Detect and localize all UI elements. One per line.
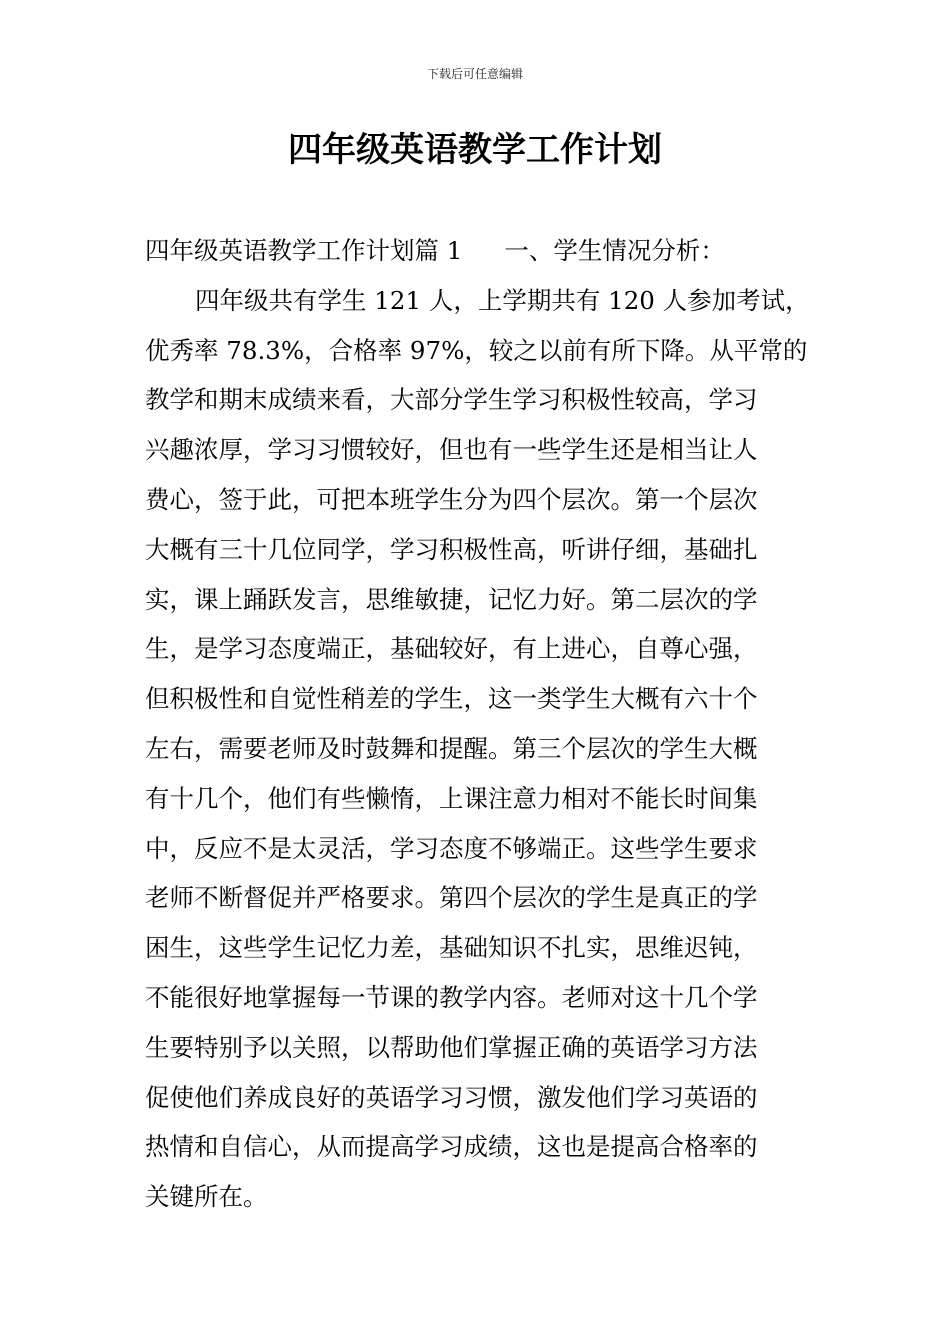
paragraph-line (145, 276, 810, 326)
paragraph-line: 生要特别予以关照，以帮助他们掌握正确的英语学习方法 (145, 1032, 758, 1062)
paragraph-line: 但积极性和自觉性稍差的学生，这一类学生大概有六十个 (145, 684, 758, 714)
subheading: 一、学生情况分析： (504, 236, 725, 265)
paragraph-line: 老师不断督促并严格要求。第四个层次的学生是真正的学 (145, 883, 758, 913)
paragraph-line-text: 四年级共有学生 121 人，上学期共有 120 人参加考试， (195, 285, 810, 315)
paragraph-line: 实，课上踊跃发言，思维敏捷，记忆力好。第二层次的学 (145, 584, 758, 614)
paragraph-line: 大概有三十几位同学，学习积极性高，听讲仔细，基础扎 (145, 534, 758, 564)
paragraph-line: 中，反应不是太灵活，学习态度不够端正。这些学生要求 (145, 833, 758, 863)
paragraph-line: 教学和期末成绩来看，大部分学生学习积极性较高，学习 (145, 385, 758, 415)
paragraph-line: 困生，这些学生记忆力差，基础知识不扎实，思维迟钝， (145, 933, 758, 963)
paragraph-line: 关键所在。 (145, 1182, 268, 1212)
paragraph-line: 热情和自信心，从而提高学习成绩，这也是提高合格率的 (145, 1132, 758, 1162)
document-body (145, 226, 810, 1222)
paragraph-line: 有十几个，他们有些懒惰，上课注意力相对不能长时间集 (145, 783, 758, 813)
header-note: 下载后可任意编辑 (426, 67, 523, 81)
paragraph-line: 生，是学习态度端正，基础较好，有上进心，自尊心强， (145, 634, 758, 664)
paragraph-line: 左右，需要老师及时鼓舞和提醒。第三个层次的学生大概 (145, 733, 758, 763)
paragraph-line: 优秀率 78.3%，合格率 97%，较之以前有所下降。从平常的 (145, 335, 808, 365)
paragraph-line: 促使他们养成良好的英语学习习惯，激发他们学习英语的 (145, 1082, 758, 1112)
section-heading-line (145, 226, 807, 276)
section-label: 四年级英语教学工作计划篇 1 (145, 236, 463, 265)
document-title: 四年级英语教学工作计划 (288, 130, 662, 170)
paragraph-line: 费心，签于此，可把本班学生分为四个层次。第一个层次 (145, 484, 758, 514)
paragraph-line: 不能很好地掌握每一节课的教学内容。老师对这十几个学 (145, 982, 758, 1012)
paragraph-line: 兴趣浓厚，学习习惯较好，但也有一些学生还是相当让人 (145, 435, 758, 465)
